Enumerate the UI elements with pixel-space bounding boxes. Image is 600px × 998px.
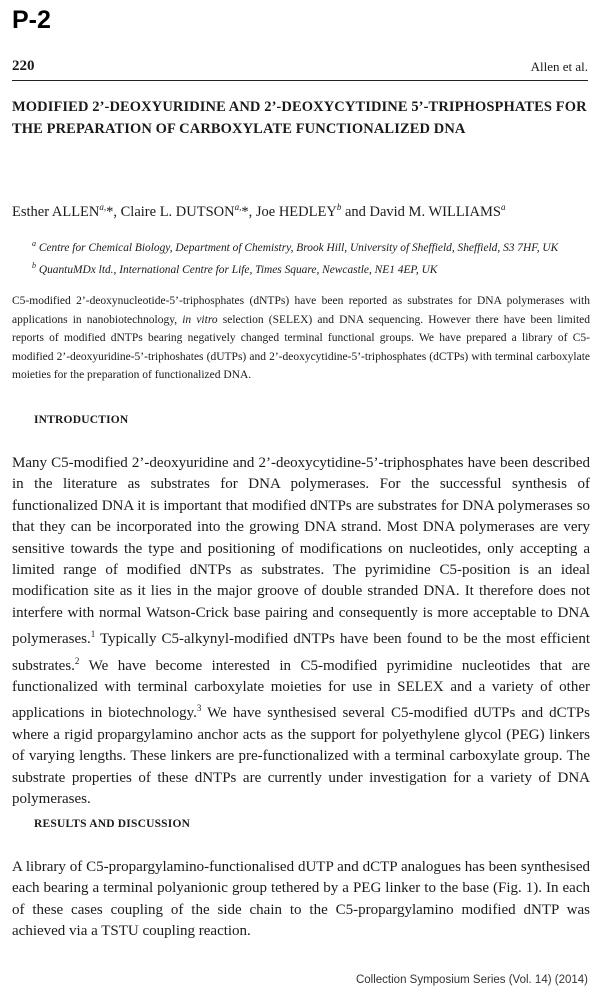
header-rule	[12, 80, 588, 81]
author-name: Joe HEDLEY	[255, 203, 337, 220]
abstract-italic: in vitro	[182, 313, 218, 326]
corresponding-mark: *	[241, 203, 249, 220]
author-name: Claire L. DUTSON	[120, 203, 235, 220]
author-affil-mark: a	[500, 202, 506, 212]
corresponding-mark: *	[106, 203, 114, 220]
body-text: Many C5-modified 2’-deoxyuridine and 2’-deoxycytidine-5’-triphosphates have been described in the literature as substrates for DNA polymerases. For the successful synthesis of functionalized DNA it is important that modified dNTPs are substrates for DNA polymerases so that they can be incorporated into the growing DNA strand. Most DNA polymerases are very sensitive towards the type and positioning of modifications on nucleotides, only accepting a limited range of modified dNTPs as substrates. The pyrimidine C5-position is an ideal modification site as it lies in the major groove of double stranded DNA. It therefore does not interfere with normal Watson-Crick base pairing and consequently is more acceptable to DNA polymerases.	[12, 455, 590, 648]
author-affil-mark: a,	[99, 202, 107, 212]
citation-ref: 2	[74, 655, 80, 666]
affiliation	[32, 235, 592, 257]
affiliation	[32, 257, 592, 279]
affiliation-mark: b	[32, 260, 36, 270]
body-text: We have become interested in C5-modified pyrimidine nucleotides that are functionalized with terminal carboxylate moieties for use in SELEX and a variety of other applications in biotechnology.	[12, 657, 590, 722]
body-text: We have synthesised several C5-modified dUTPs and dCTPs where a rigid propargylamino anchor acts as the support for polyethylene glycol (PEG) linkers of varying lengths. These linkers are pre-functionalized with a terminal carboxylate group. The substrate properties of these dNTPs are currently under investigation for a variety of DNA polymerases.	[12, 705, 590, 808]
affiliation-text: Centre for Chemical Biology, Department of Chemistry, Brook Hill, University of Sheffield, Sheffield, S3 7HF, UK	[38, 241, 559, 254]
introduction-paragraph	[12, 453, 590, 811]
paper-tag: P-2	[12, 6, 51, 34]
running-head: Allen et al.	[530, 59, 588, 74]
abstract-text: selection (SELEX) and DNA sequencing. However there have been limited reports of modified dNTPs bearing negatively changed terminal functional groups. We have prepared a library of C5-modified 2’-deoxyuridine-5’-triphoshates (dUTPs) and 2’-deoxycytidine-5’-triphosphates (dCTPs) with terminal carboxylate moieties for the preparation of functionalized DNA.	[12, 313, 590, 382]
author-separator: and	[341, 203, 370, 220]
results-paragraph: A library of C5-propargylamino-functionalised dUTP and dCTP analogues has been synthesised each bearing a terminal polyanionic group tethered by a PEG linker to the base (Fig. 1). In each of these cases coupling of the side chain to the C5-propargylamino modified dNTP was achieved via a TSTU coupling reaction.	[12, 859, 590, 940]
citation-ref: 1	[90, 629, 96, 640]
paper-title: MODIFIED 2’-DEOXYURIDINE AND 2’-DEOXYCYTIDINE 5’-TRIPHOSPHATES FOR THE PREPARATION OF CARBOXYLATE FUNCTIONALIZED DNA	[12, 99, 587, 137]
affiliations	[32, 235, 592, 279]
author-separator: ,	[113, 203, 121, 220]
author-separator: ,	[248, 203, 256, 220]
author-name: Esther ALLEN	[12, 203, 100, 220]
introduction-heading: INTRODUCTION	[34, 414, 129, 426]
abstract-text: C5-modified 2’-deoxynucleotide-5’-triphosphates (dNTPs) have been reported as substrates for DNA polymerases with applications in nanobiotechnology,	[12, 295, 590, 326]
page-number: 220	[12, 58, 35, 74]
citation-ref: 3	[196, 703, 202, 714]
author-affil-mark: b	[336, 202, 342, 212]
results-heading: RESULTS AND DISCUSSION	[34, 818, 191, 830]
author-affil-mark: a,	[234, 202, 242, 212]
footer-citation: Collection Symposium Series (Vol. 14) (2014)	[355, 974, 588, 986]
author-list	[12, 202, 592, 221]
affiliation-mark: a	[32, 239, 36, 248]
body-text: Typically C5-alkynyl-modified dNTPs have been found to be the most efficient substrates.	[12, 631, 590, 674]
abstract	[12, 292, 590, 385]
author-name: David M. WILLIAMS	[369, 203, 501, 220]
affiliation-text: QuantuMDx ltd., International Centre for Life, Times Square, Newcastle, NE1 4EP, UK	[38, 263, 438, 276]
